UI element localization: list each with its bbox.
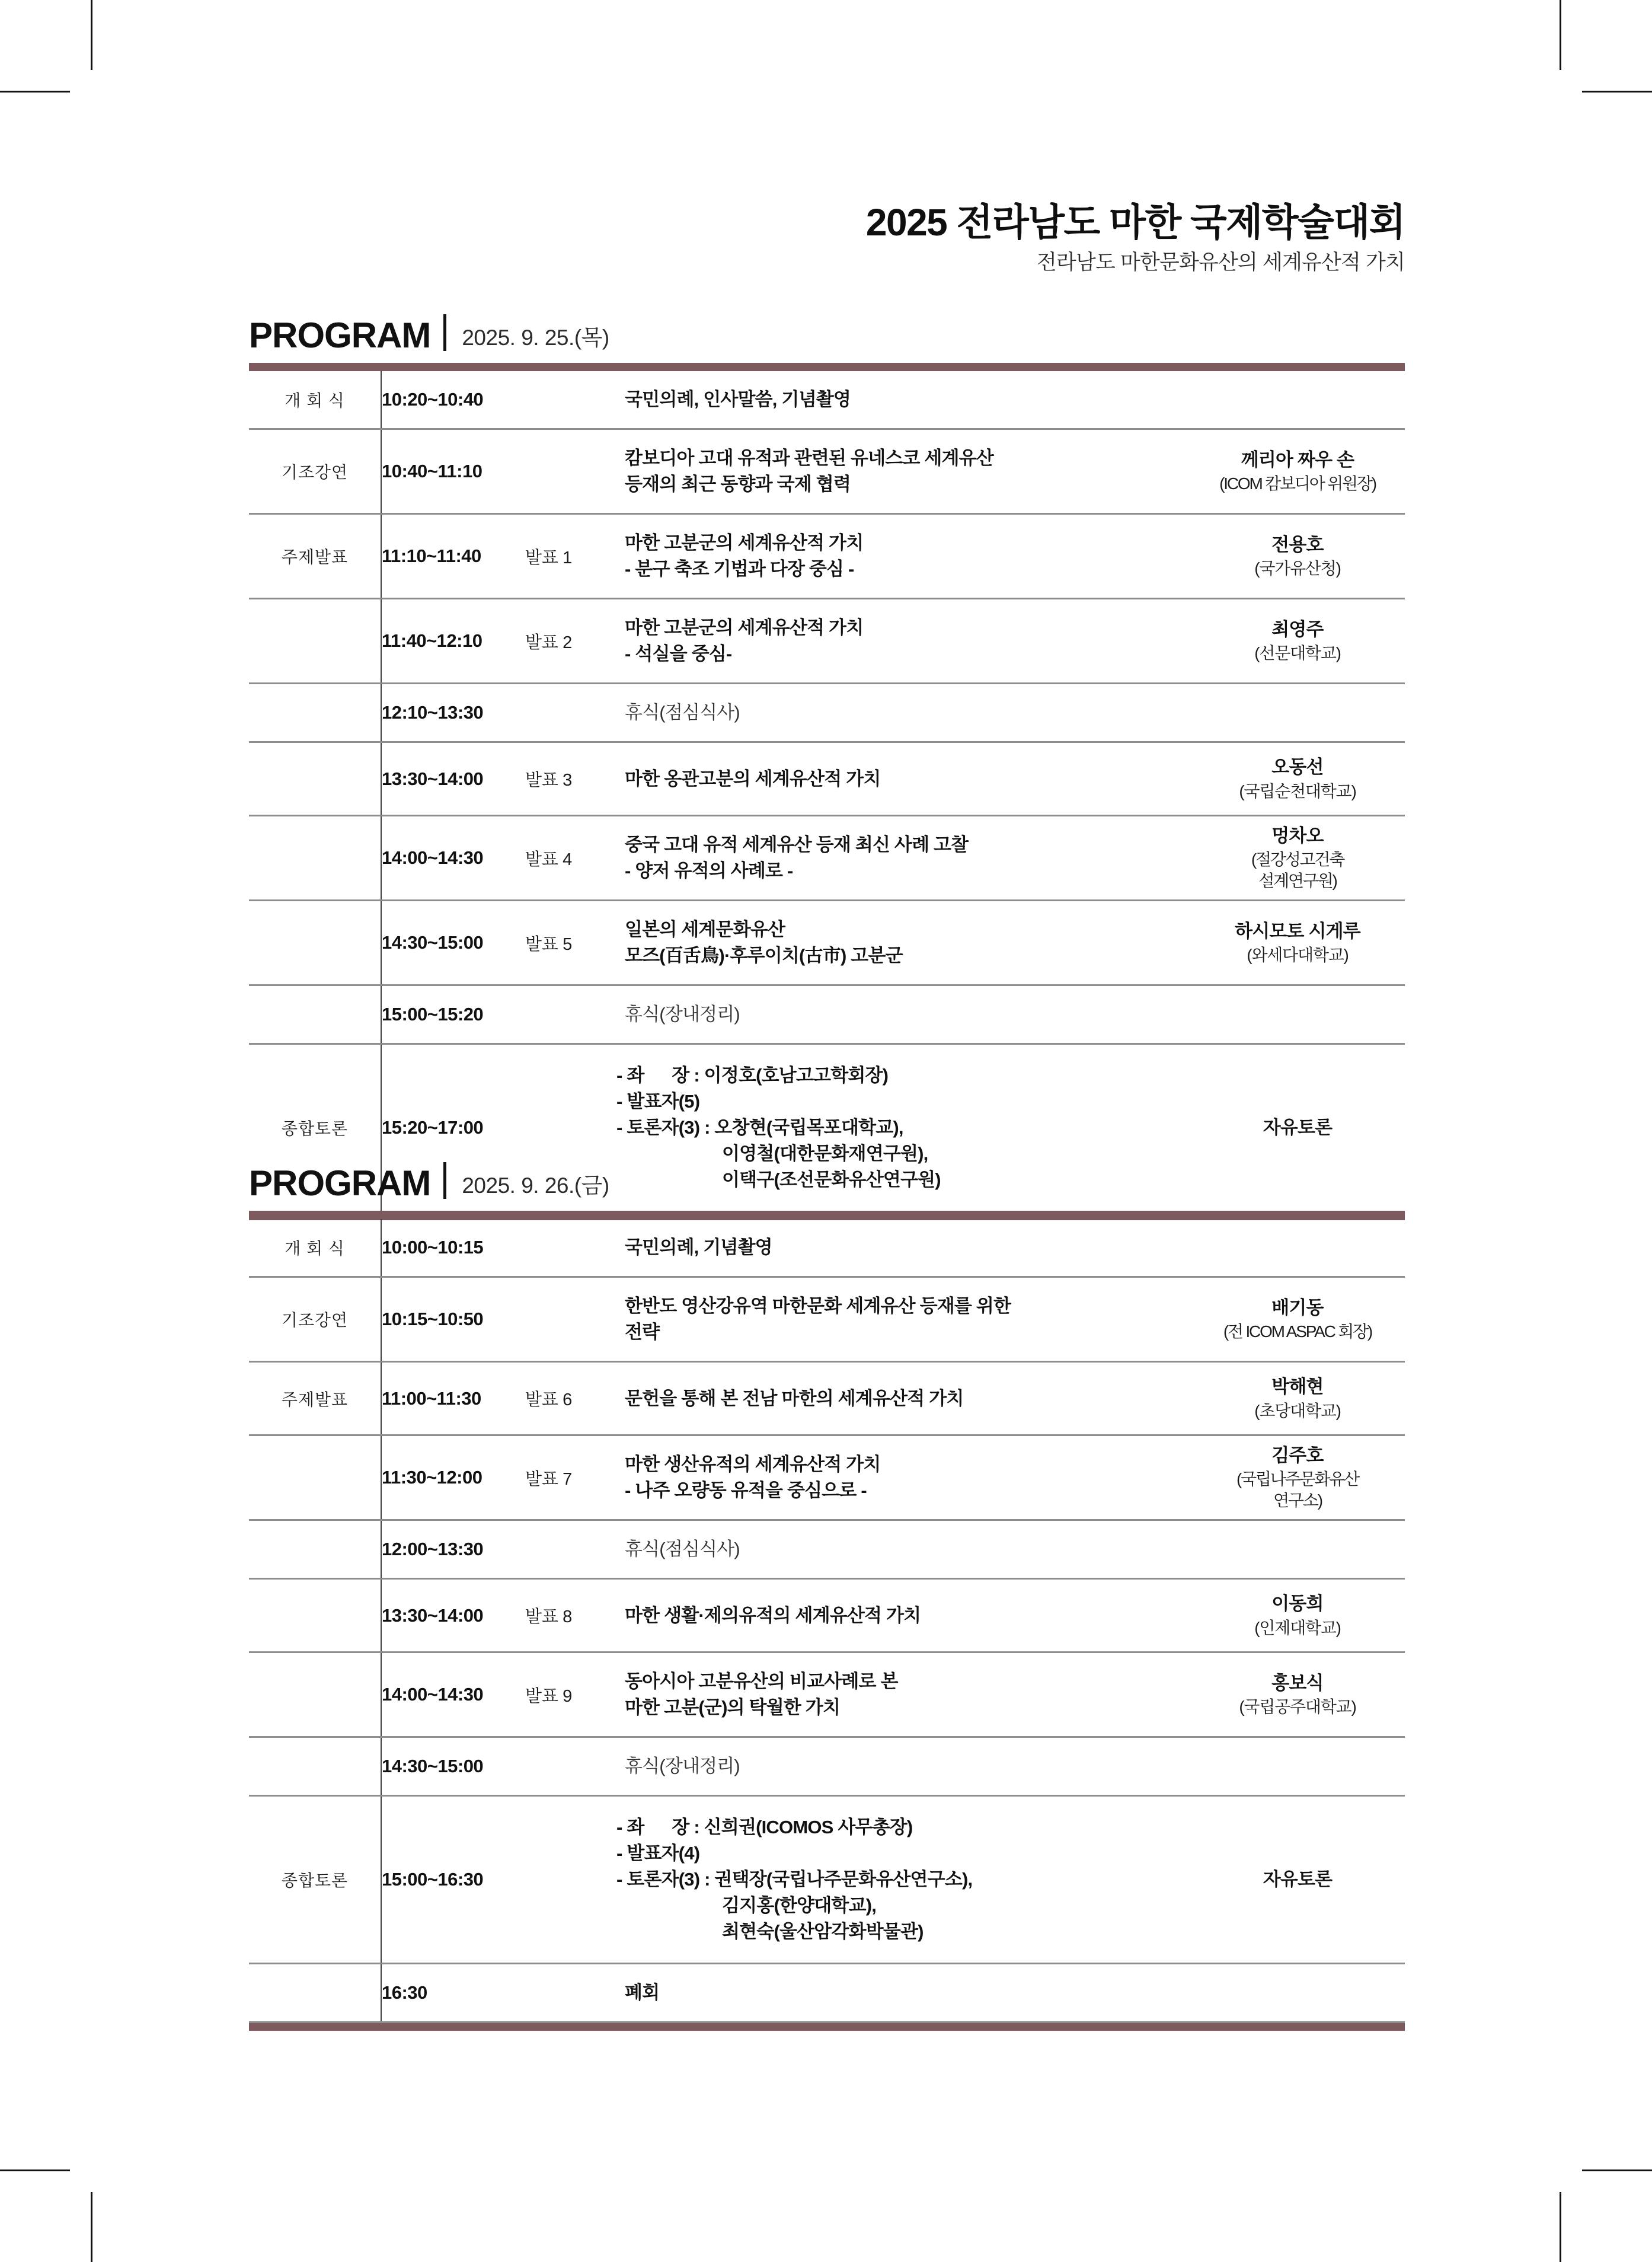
row-time: 15:20~17:00 <box>381 1044 525 1212</box>
row-title-line: 마한 고분군의 세계유산적 가치 <box>625 617 864 639</box>
row-title-line: 휴식(장내정리) <box>625 1756 740 1777</box>
row-presentation-number: 발표 9 <box>525 1652 608 1737</box>
row-time: 13:30~14:00 <box>381 1579 525 1652</box>
row-title-line: - 석실을 중심- <box>625 643 732 665</box>
row-category <box>249 1435 381 1520</box>
row-presentation-number <box>525 429 608 514</box>
row-time: 13:30~14:00 <box>381 742 525 816</box>
table-row <box>249 599 1405 684</box>
table-top-accent-bar <box>249 1211 1405 1219</box>
row-speaker <box>1190 1277 1405 1362</box>
schedule-table <box>249 363 1405 1220</box>
row-category: 기조강연 <box>249 429 381 514</box>
row-time: 10:20~10:40 <box>382 389 484 410</box>
row-title-line: - 분구 축조 기법과 다장 중심 - <box>625 559 854 580</box>
row-category <box>249 1964 381 2022</box>
table-row <box>249 684 1405 742</box>
row-speaker <box>1190 1520 1405 1579</box>
row-presentation-number <box>525 1737 608 1796</box>
row-speaker <box>1190 985 1405 1044</box>
speaker-name: 오동선 <box>1271 757 1324 778</box>
row-speaker <box>1190 1964 1405 2022</box>
speaker-name: 이동희 <box>1271 1593 1324 1615</box>
row-speaker <box>1190 429 1405 514</box>
discussion-line: - 좌 장 : 이정호(호남고고학회장) <box>616 1065 889 1086</box>
row-presentation-number <box>525 371 608 429</box>
row-presentation-number: 발표 6 <box>525 1362 608 1435</box>
row-category <box>249 1520 381 1579</box>
speaker-affiliation: (인제대학교) <box>1254 1618 1341 1637</box>
program-label: PROGRAM <box>249 315 431 355</box>
table-bottom-accent-bar <box>249 2022 1405 2031</box>
speaker-name: 홍보식 <box>1271 1672 1324 1693</box>
row-title <box>608 1435 1190 1520</box>
table-row <box>249 371 1405 429</box>
row-category: 종합토론 <box>249 1044 381 1212</box>
row-category: 개 회 식 <box>249 371 381 429</box>
row-title-line: 마한 옹관고분의 세계유산적 가치 <box>625 768 881 789</box>
speaker-name: 께리아 짜우 손 <box>1241 449 1354 470</box>
row-category <box>249 1737 381 1796</box>
speaker-affiliation: (국가유산청) <box>1254 559 1341 578</box>
row-title-line: 문헌을 통해 본 전남 마한의 세계유산적 가치 <box>625 1387 964 1409</box>
row-speaker <box>1190 1737 1405 1796</box>
row-title-line: 동아시아 고분유산의 비교사례로 본 <box>625 1671 898 1692</box>
page-subtitle: 전라남도 마한문화유산의 세계유산적 가치 <box>1037 250 1405 274</box>
speaker-name: 박해현 <box>1271 1376 1324 1398</box>
row-time: 12:00~13:30 <box>381 1520 525 1579</box>
row-category <box>249 599 381 684</box>
row-title-line: 캄보디아 고대 유적과 관련된 유네스코 세계유산 <box>625 448 993 469</box>
row-speaker <box>1190 1579 1405 1652</box>
table-row <box>249 742 1405 816</box>
row-presentation-number: 발표 3 <box>525 742 608 816</box>
row-speaker <box>1190 901 1405 985</box>
row-presentation-number: 발표 2 <box>525 599 608 684</box>
row-presentation-number <box>525 1964 608 2022</box>
row-time: 15:00~16:30 <box>381 1796 525 1964</box>
row-speaker <box>1190 742 1405 816</box>
row-title <box>608 1219 1190 1277</box>
speaker-affiliation: (국립나주문화유산 연구소) <box>1236 1469 1359 1510</box>
crop-mark-top-right-horizontal <box>1582 91 1652 92</box>
program-section-2 <box>249 1162 1405 2031</box>
crop-mark-top-left-vertical <box>91 0 92 70</box>
row-title-line: 마한 고분군의 세계유산적 가치 <box>625 532 864 554</box>
row-category <box>249 684 381 742</box>
speaker-name: 배기동 <box>1271 1297 1324 1318</box>
program-heading <box>249 1162 1405 1211</box>
row-presentation-number: 발표 5 <box>525 901 608 985</box>
row-presentation-number <box>525 1796 608 1964</box>
row-speaker <box>1190 371 1405 429</box>
table-row <box>249 1964 1405 2022</box>
row-title-line: 마한 고분(군)의 탁월한 가치 <box>625 1697 841 1718</box>
program-heading <box>249 314 1405 363</box>
row-title <box>608 1652 1190 1737</box>
table-row <box>249 1277 1405 1362</box>
row-title <box>608 1579 1190 1652</box>
discussion-line: - 발표자(5) <box>616 1091 700 1112</box>
row-title-line: - 나주 오량동 유적을 중심으로 - <box>625 1480 867 1501</box>
row-time: 14:00~14:30 <box>381 1652 525 1737</box>
speaker-affiliation: (국립공주대학교) <box>1239 1698 1356 1717</box>
row-time: 14:30~15:00 <box>381 901 525 985</box>
table-row <box>249 429 1405 514</box>
row-title-line: 한반도 영산강유역 마한문화 세계유산 등재를 위한 <box>625 1296 1011 1317</box>
crop-mark-bottom-right-vertical <box>1560 2192 1561 2262</box>
row-speaker <box>1190 1435 1405 1520</box>
row-speaker <box>1190 684 1405 742</box>
row-title <box>608 816 1190 901</box>
row-time: 11:00~11:30 <box>381 1362 525 1435</box>
row-title-line: 마한 생산유적의 세계유산적 가치 <box>625 1454 881 1475</box>
row-presentation-number <box>525 1219 608 1277</box>
row-title-line: 폐회 <box>625 1982 660 2003</box>
row-title-line: 전략 <box>625 1322 660 1343</box>
row-category <box>249 1579 381 1652</box>
row-category <box>249 901 381 985</box>
speaker-name: 멍차오 <box>1271 825 1324 846</box>
crop-mark-bottom-left-vertical <box>91 2192 92 2262</box>
table-top-accent-bar <box>249 363 1405 371</box>
row-title-line: - 양저 유적의 사례로 - <box>625 860 793 882</box>
row-time: 12:10~13:30 <box>381 684 525 742</box>
program-section-1 <box>249 314 1405 1220</box>
crop-mark-bottom-right-horizontal <box>1582 2170 1652 2171</box>
row-time: 10:40~11:10 <box>381 429 525 514</box>
table-row <box>249 1362 1405 1435</box>
row-time: 14:30~15:00 <box>381 1737 525 1796</box>
row-speaker <box>1190 1796 1405 1964</box>
table-row <box>249 1796 1405 1964</box>
row-time: 11:40~12:10 <box>381 599 525 684</box>
row-presentation-number <box>525 684 608 742</box>
row-category: 종합토론 <box>249 1796 381 1964</box>
row-title <box>608 985 1190 1044</box>
row-presentation-number: 발표 1 <box>525 514 608 599</box>
row-title-line: 휴식(점심식사) <box>625 1539 740 1560</box>
table-row <box>249 1579 1405 1652</box>
speaker-name: 자유토론 <box>1263 1869 1333 1890</box>
row-presentation-number: 발표 7 <box>525 1435 608 1520</box>
speaker-affiliation: (전 ICOM ASPAC 회장) <box>1223 1322 1372 1341</box>
row-presentation-number: 발표 4 <box>525 816 608 901</box>
row-time: 11:30~12:00 <box>381 1435 525 1520</box>
row-speaker <box>1190 1362 1405 1435</box>
row-speaker <box>1190 514 1405 599</box>
program-divider-bar <box>443 1162 446 1199</box>
table-row <box>249 816 1405 901</box>
row-title <box>608 1277 1190 1362</box>
row-presentation-number: 발표 8 <box>525 1579 608 1652</box>
discussion-line: 이택구(조선문화유산연구원) <box>722 1169 941 1191</box>
crop-mark-top-right-vertical <box>1560 0 1561 70</box>
discussion-line: - 발표자(4) <box>616 1843 700 1864</box>
row-time: 10:00~10:15 <box>382 1237 484 1258</box>
table-row <box>249 514 1405 599</box>
row-title-line: 휴식(점심식사) <box>625 702 740 723</box>
discussion-line: - 토론자(3) : 권택장(국립나주문화유산연구소), <box>616 1869 973 1890</box>
table-row <box>249 1435 1405 1520</box>
row-time: 10:15~10:50 <box>381 1277 525 1362</box>
row-title <box>608 742 1190 816</box>
row-title <box>608 684 1190 742</box>
speaker-name: 하시모토 시게루 <box>1235 920 1360 942</box>
row-title <box>608 1362 1190 1435</box>
speaker-affiliation: (초당대학교) <box>1254 1401 1341 1420</box>
table-row <box>249 1652 1405 1737</box>
speaker-name: 김주호 <box>1271 1444 1324 1466</box>
row-category <box>249 985 381 1044</box>
row-category <box>249 742 381 816</box>
row-title-line: 휴식(장내정리) <box>625 1004 740 1025</box>
row-title-line: 일본의 세계문화유산 <box>625 919 785 940</box>
row-category: 개 회 식 <box>249 1219 381 1277</box>
row-time: 14:00~14:30 <box>381 816 525 901</box>
speaker-name: 자유토론 <box>1263 1117 1333 1138</box>
row-time: 16:30 <box>381 1964 525 2022</box>
page-title: 2025 전라남도 마한 국제학술대회 <box>865 201 1405 244</box>
row-speaker <box>1190 1652 1405 1737</box>
row-speaker <box>1190 816 1405 901</box>
row-presentation-number <box>525 1277 608 1362</box>
discussion-line: - 토론자(3) : 오창현(국립목포대학교), <box>616 1117 903 1138</box>
program-label: PROGRAM <box>249 1163 431 1203</box>
speaker-affiliation: (와세다대학교) <box>1247 946 1349 965</box>
row-category <box>249 816 381 901</box>
row-presentation-number <box>525 1520 608 1579</box>
row-title <box>608 599 1190 684</box>
row-title-line: 국민의례, 기념촬영 <box>625 1237 772 1258</box>
crop-mark-top-left-horizontal <box>0 91 70 92</box>
speaker-name: 최영주 <box>1271 618 1324 640</box>
discussion-line: 최현숙(울산암각화박물관) <box>722 1921 924 1942</box>
speaker-affiliation: (ICOM 캄보디아 위원장) <box>1219 474 1376 493</box>
table-row <box>249 901 1405 985</box>
row-title-line: 마한 생활·제의유적의 세계유산적 가치 <box>625 1604 921 1626</box>
table-row <box>249 1219 1405 1277</box>
row-title-line: 중국 고대 유적 세계유산 등재 최신 사례 고찰 <box>625 834 969 856</box>
row-time: 15:00~15:20 <box>381 985 525 1044</box>
row-title <box>608 901 1190 985</box>
row-title-line: 등재의 최근 동향과 국제 협력 <box>625 474 851 495</box>
speaker-affiliation: (절강성고건축 설계연구원) <box>1251 850 1344 891</box>
row-discussion-details <box>608 1796 1190 1964</box>
row-category: 주제발표 <box>249 1362 381 1435</box>
row-category: 주제발표 <box>249 514 381 599</box>
row-category <box>249 1652 381 1737</box>
row-title <box>608 1737 1190 1796</box>
program-date: 2025. 9. 25.(목) <box>462 326 609 350</box>
speaker-affiliation: (국립순천대학교) <box>1239 781 1356 800</box>
row-title <box>608 371 1190 429</box>
document-header <box>397 202 1405 275</box>
table-row <box>249 1737 1405 1796</box>
row-title <box>608 1964 1190 2022</box>
crop-mark-bottom-left-horizontal <box>0 2170 70 2171</box>
table-row <box>249 985 1405 1044</box>
program-divider-bar <box>443 314 446 351</box>
discussion-line: 이영철(대한문화재연구원), <box>722 1143 928 1165</box>
row-title-line: 모즈(百舌鳥)·후루이치(古市) 고분군 <box>625 945 903 966</box>
row-category: 기조강연 <box>249 1277 381 1362</box>
schedule-table <box>249 1211 1405 2031</box>
discussion-line: - 좌 장 : 신희권(ICOMOS 사무총장) <box>616 1817 913 1838</box>
row-time: 11:10~11:40 <box>381 514 525 599</box>
row-title-line: 국민의례, 인사말씀, 기념촬영 <box>625 389 851 410</box>
row-presentation-number <box>525 985 608 1044</box>
row-title <box>608 429 1190 514</box>
program-date: 2025. 9. 26.(금) <box>462 1173 609 1198</box>
row-speaker <box>1190 599 1405 684</box>
row-title <box>608 514 1190 599</box>
discussion-line: 김지홍(한양대학교), <box>722 1895 877 1916</box>
table-row <box>249 1520 1405 1579</box>
speaker-name: 전용호 <box>1271 534 1324 555</box>
speaker-affiliation: (선문대학교) <box>1254 644 1341 663</box>
row-speaker <box>1190 1219 1405 1277</box>
row-title <box>608 1520 1190 1579</box>
